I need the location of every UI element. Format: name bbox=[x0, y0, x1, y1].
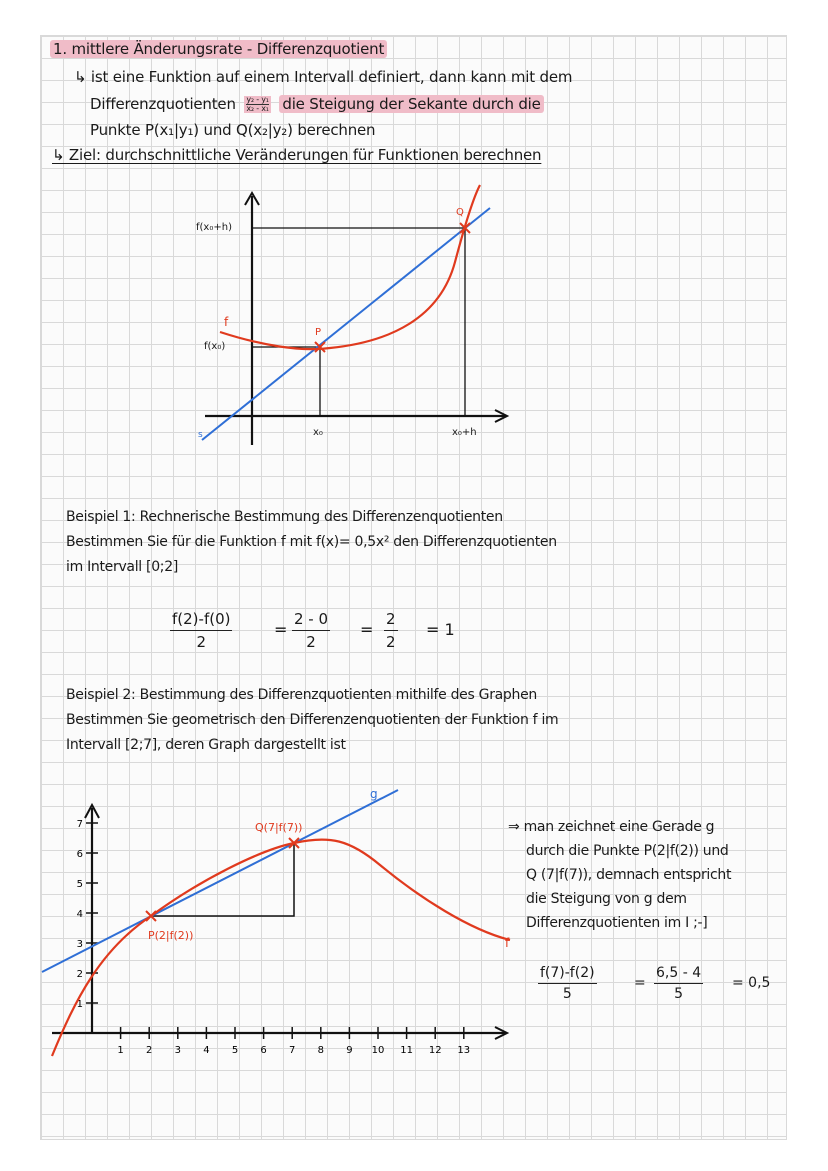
graph1-label-x0h: x₀+h bbox=[452, 427, 477, 438]
formula-denominator: x₂ - x₁ bbox=[246, 104, 269, 113]
graph2-label-P: P(2|f(2)) bbox=[148, 929, 194, 942]
graph1-label-P: P bbox=[315, 327, 322, 338]
graph1-label-s: s bbox=[198, 430, 203, 440]
graph2-x-tick-label: 4 bbox=[203, 1045, 210, 1056]
example1-fraction-1-denominator: 2 bbox=[196, 633, 207, 651]
example1-fraction-2-numerator: 2 - 0 bbox=[292, 610, 330, 631]
example1-result: = 1 bbox=[426, 620, 455, 639]
graph2-y-tick-label: 6 bbox=[76, 849, 83, 860]
example2-fraction-1-denominator: 5 bbox=[562, 986, 572, 1002]
graph2-label-Q: Q(7|f(7)) bbox=[255, 821, 303, 834]
graph2-line-g bbox=[42, 787, 398, 972]
graph1-label-f: f bbox=[224, 315, 229, 329]
example1-fraction-3-denominator: 2 bbox=[386, 633, 396, 651]
example2-title: Beispiel 2: Bestimmung des Differenzquotienten mithilfe des Graphen bbox=[66, 687, 537, 703]
example1-title: Beispiel 1: Rechnerische Bestimmung des Differenzenquotienten bbox=[66, 509, 503, 525]
graph2-curve-f bbox=[52, 839, 510, 1056]
example1-fraction-1-numerator: f(2)-f(0) bbox=[170, 610, 232, 631]
graph2-x-tick-label: 9 bbox=[346, 1045, 353, 1056]
example1-fraction-3-numerator: 2 bbox=[384, 610, 398, 631]
example2-equals: = bbox=[634, 975, 646, 991]
graph2-x-tick-label: 10 bbox=[371, 1045, 385, 1056]
graph2-x-tick-label: 2 bbox=[146, 1045, 153, 1056]
graph2-x-tick-label: 3 bbox=[174, 1045, 181, 1056]
example2-fraction-1 bbox=[538, 965, 597, 1002]
graph1-label-x0: x₀ bbox=[313, 427, 323, 438]
example2-task-line-2: Intervall [2;7], deren Graph dargestellt ist bbox=[66, 737, 346, 753]
example1-task-line-1: Bestimmen Sie für die Funktion f mit f(x)= 0,5x² den Differenzquotienten bbox=[66, 534, 557, 550]
intro-line-2-text-b: die Steigung der Sekante durch die bbox=[279, 95, 543, 113]
graph2-y-tick-label: 4 bbox=[76, 909, 83, 920]
explanation-line-5: Differenzquotienten im I ;-] bbox=[526, 915, 708, 931]
example2-fraction-2-numerator: 6,5 - 4 bbox=[654, 965, 703, 984]
example2-fraction-1-numerator: f(7)-f(2) bbox=[538, 965, 597, 984]
example1-fraction-2-denominator: 2 bbox=[306, 633, 316, 651]
example1-equals-1: = bbox=[274, 620, 288, 639]
graph2-x-tick-label: 7 bbox=[289, 1045, 296, 1056]
page-title: 1. mittlere Änderungsrate - Differenzquotient bbox=[50, 42, 387, 57]
example2-fraction-2 bbox=[654, 965, 703, 1002]
intro-line-2-text-a: Differenzquotienten bbox=[90, 95, 236, 113]
graph2-x-tick-label: 6 bbox=[260, 1045, 267, 1056]
example2-task-line-1: Bestimmen Sie geometrisch den Differenzenquotienten der Funktion f im bbox=[66, 712, 559, 728]
graph1-label-fx0h: f(x₀+h) bbox=[196, 222, 232, 233]
example2-fraction-2-denominator: 5 bbox=[674, 986, 684, 1002]
explanation-line-1: ⇒ man zeichnet eine Gerade g bbox=[508, 819, 715, 835]
graph2-label-f: f bbox=[505, 936, 510, 950]
graph2-y-tick-label: 2 bbox=[76, 969, 83, 980]
graph1-label-fx0: f(x₀) bbox=[204, 341, 226, 352]
graph2-x-tick-label: 8 bbox=[317, 1045, 324, 1056]
graph2-y-tick-label: 7 bbox=[76, 819, 83, 830]
explanation-line-3: Q (7|f(7)), demnach entspricht bbox=[526, 867, 732, 883]
graph2-x-tick-label: 11 bbox=[400, 1045, 413, 1056]
graph2-label-g: g bbox=[370, 787, 378, 801]
example1-task-line-2: im Intervall [0;2] bbox=[66, 559, 178, 575]
formula-numerator: y₂ - y₁ bbox=[246, 95, 269, 104]
example1-equals-2: = bbox=[360, 620, 374, 639]
graph2-x-tick-label: 13 bbox=[457, 1045, 471, 1056]
explanation-line-4: die Steigung von g dem bbox=[526, 891, 687, 907]
graph2-x-tick-label: 12 bbox=[428, 1045, 442, 1056]
graph2-y-tick-label: 5 bbox=[76, 879, 83, 890]
graph2-x-tick-label: 5 bbox=[231, 1045, 239, 1056]
intro-line-3: Punkte P(x₁|y₁) und Q(x₂|y₂) berechnen bbox=[90, 121, 376, 139]
graph2-y-tick-label: 3 bbox=[76, 939, 83, 950]
graph2-x-tick-label: 1 bbox=[117, 1045, 124, 1056]
explanation-line-2: durch die Punkte P(2|f(2)) und bbox=[526, 843, 729, 859]
graph2-y-tick-label: 1 bbox=[76, 999, 83, 1010]
graph1-label-Q: Q bbox=[456, 207, 464, 218]
intro-goal: ↳ Ziel: durchschnittliche Veränderungen für Funktionen berechnen bbox=[52, 146, 542, 164]
intro-line-1: ↳ ist eine Funktion auf einem Intervall definiert, dann kann mit dem bbox=[74, 68, 573, 86]
example2-result: = 0,5 bbox=[732, 975, 771, 991]
